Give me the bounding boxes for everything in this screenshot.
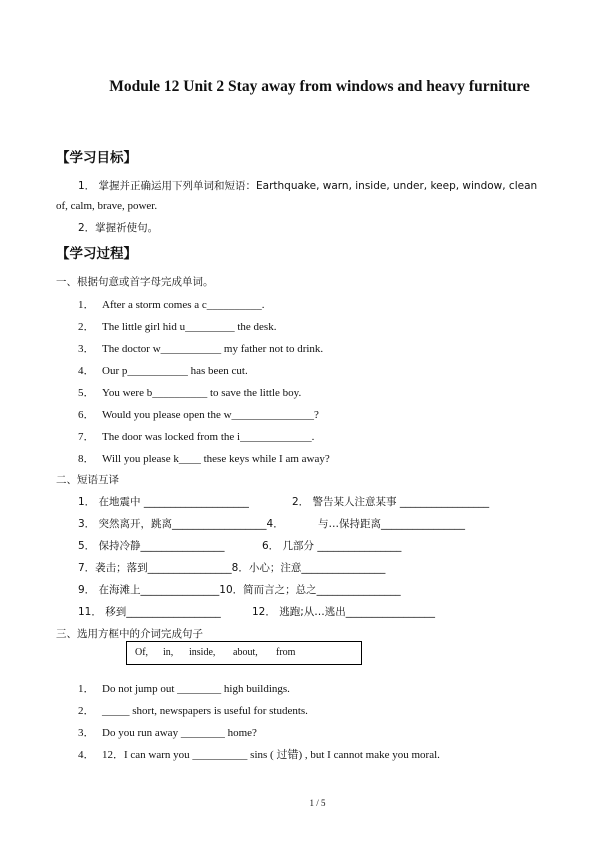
- process-heading: 【学习过程】: [56, 246, 137, 262]
- list-item: 8． Will you please k____ these keys while I am away?: [78, 453, 330, 465]
- list-item: 2． The little girl hid u_________ the desk.: [78, 321, 277, 333]
- list-item: 1． After a storm comes a c__________.: [78, 299, 265, 311]
- list-item: 4． 12．I can warn you __________ sins ( 过错) , but I cannot make you moral.: [78, 749, 440, 761]
- word-box-item: Of,: [135, 647, 149, 658]
- part3-heading: 三、选用方框中的介词完成句子: [56, 628, 203, 640]
- word-box-item: inside,: [189, 647, 216, 658]
- phrase-row-right: 与…保持距离________________: [318, 518, 465, 530]
- objective-item-1-line2: of, calm, brave, power.: [56, 200, 158, 212]
- part1-heading: 一、根据句意或首字母完成单词。: [56, 276, 214, 288]
- word-box-item: from: [276, 647, 296, 658]
- page-title: Module 12 Unit 2 Stay away from windows and heavy furniture: [109, 78, 530, 95]
- word-box-item: about,: [233, 647, 258, 658]
- list-item: 3． Do you run away ________ home?: [78, 727, 257, 739]
- phrase-row-right: 2． 警告某人注意某事 _________________: [292, 496, 490, 508]
- phrase-row-right: 6． 几部分 ________________: [262, 540, 402, 552]
- objective-item-1-line1: 1． 掌握并正确运用下列单词和短语：Earthquake, warn, inside, under, keep, window, clean: [78, 180, 538, 192]
- word-box: [126, 641, 362, 665]
- phrase-row-left: 11． 移到__________________: [78, 606, 221, 618]
- phrase-row-left: 1． 在地震中 ____________________: [78, 496, 249, 508]
- phrase-row-right: 12． 逃跑;从…逃出_________________: [252, 606, 435, 618]
- list-item: 3． The doctor w___________ my father not to drink.: [78, 343, 324, 355]
- word-box-item: in,: [163, 647, 174, 658]
- list-item: 5． You were b__________ to save the little boy.: [78, 387, 302, 399]
- page-number: 1 / 5: [309, 798, 326, 808]
- part2-heading: 二、短语互译: [56, 474, 119, 486]
- list-item: 4． Our p___________ has been cut.: [78, 365, 248, 377]
- phrase-row-left: 3． 突然离开，跳离__________________4．: [78, 518, 284, 530]
- objectives-heading: 【学习目标】: [56, 150, 137, 166]
- list-item: 2． _____ short, newspapers is useful for students.: [78, 705, 308, 717]
- list-item: 6． Would you please open the w_______________?: [78, 409, 319, 421]
- phrase-row-left: 5． 保持冷静________________: [78, 540, 225, 552]
- list-item: 1． Do not jump out ________ high buildings.: [78, 683, 290, 695]
- phrase-row-left: 7．袭击；落到________________8．小心；注意________________: [78, 562, 386, 574]
- phrase-row-left: 9． 在海滩上_______________10．简而言之；总之________________: [78, 584, 401, 596]
- list-item: 7． The door was locked from the i_____________.: [78, 431, 315, 443]
- objective-item-2: 2．掌握祈使句。: [78, 222, 159, 234]
